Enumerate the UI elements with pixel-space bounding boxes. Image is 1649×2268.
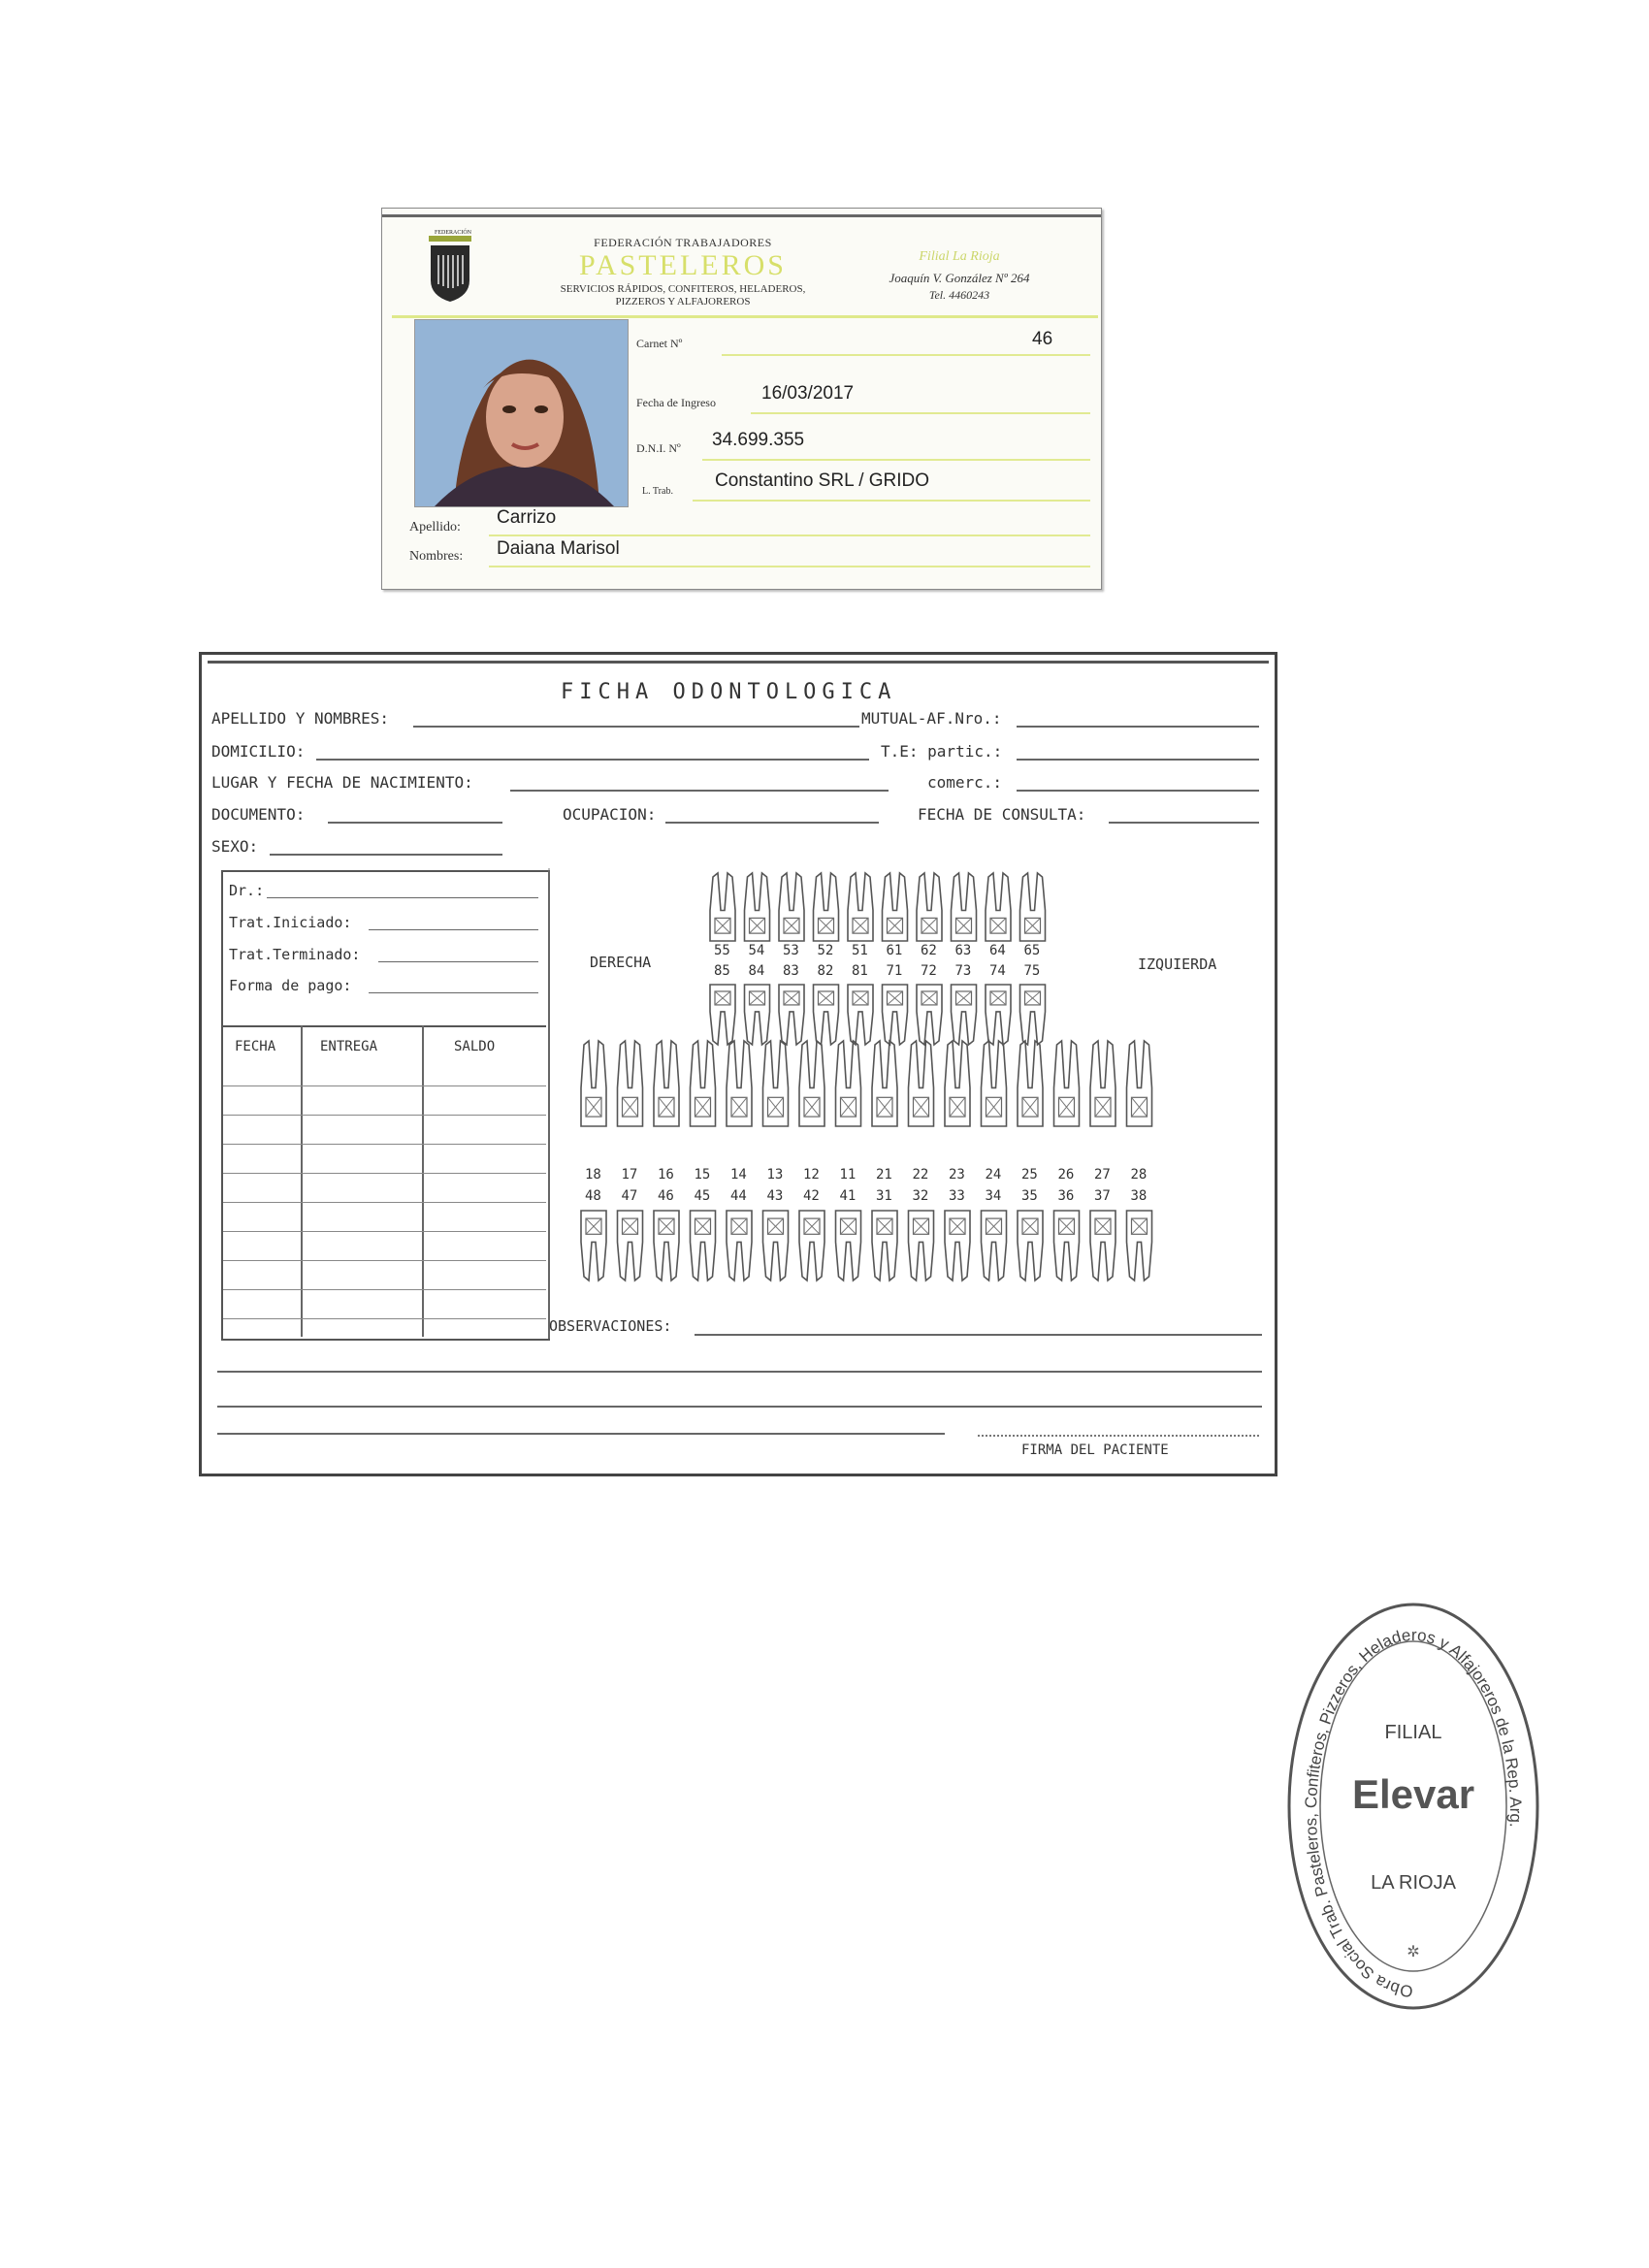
tooth-number: 84 (748, 963, 765, 979)
tooth-31 (872, 1211, 897, 1280)
federation-line3: SERVICIOS RÁPIDOS, CONFITEROS, HELADEROS, (560, 283, 806, 295)
card-top-border (382, 214, 1101, 217)
tooth-38 (1127, 1211, 1152, 1280)
tooth-52 (814, 873, 839, 941)
tooth-33 (945, 1211, 970, 1280)
firma-line[interactable] (978, 1435, 1259, 1437)
tooth-54 (745, 873, 770, 941)
tooth-number: 61 (886, 943, 903, 958)
mutual-label: MUTUAL-AF.Nro.: (861, 709, 1002, 728)
tooth-71 (883, 985, 908, 1045)
tooth-number: 32 (912, 1188, 929, 1204)
tooth-number: 21 (876, 1167, 892, 1183)
lugar-fecha-nac-label: LUGAR Y FECHA DE NACIMIENTO: (211, 773, 473, 792)
izquierda-label: IZQUIERDA (1138, 956, 1217, 973)
tooth-number: 47 (621, 1188, 638, 1204)
tooth-number: 37 (1094, 1188, 1111, 1204)
tooth-number: 65 (1023, 943, 1041, 958)
tooth-number: 38 (1130, 1188, 1148, 1204)
tooth-number: 14 (730, 1167, 747, 1183)
observaciones-line-4[interactable] (217, 1433, 945, 1435)
apellido-line (489, 535, 1090, 536)
nombres-line (489, 566, 1090, 567)
tooth-45 (691, 1211, 716, 1280)
tooth-number: 62 (921, 943, 937, 958)
tooth-number: 35 (1021, 1188, 1038, 1204)
tooth-number: 43 (766, 1188, 784, 1204)
tooth-number: 45 (694, 1188, 711, 1204)
tooth-number: 71 (886, 963, 903, 979)
stamp-city: LA RIOJA (1371, 1872, 1456, 1894)
tooth-number: 74 (989, 963, 1006, 979)
member-photo (414, 319, 629, 507)
tooth-75 (1020, 985, 1046, 1045)
stamp-ring-text: Obra Social Trab. Pasteleros, Confiteros, Pizzeros, Heladeros y Alfajoreros de la Rep. Arg. (1302, 1625, 1526, 2001)
tooth-28 (1127, 1041, 1152, 1126)
tooth-number: 31 (876, 1188, 892, 1204)
tooth-34 (982, 1211, 1007, 1280)
tooth-25 (1018, 1041, 1043, 1126)
fecha-consulta-label: FECHA DE CONSULTA: (918, 805, 1086, 824)
trat-iniciado-label: Trat.Iniciado: (229, 914, 352, 931)
tooth-35 (1018, 1211, 1043, 1280)
tooth-number: 82 (817, 963, 834, 979)
tooth-number: 53 (783, 943, 799, 958)
dni-value: 34.699.355 (712, 430, 805, 450)
tooth-53 (779, 873, 804, 941)
header-separator (392, 315, 1098, 318)
tooth-number: 36 (1057, 1188, 1075, 1204)
tooth-number: 17 (621, 1167, 638, 1183)
trab-line (693, 500, 1090, 502)
tooth-84 (745, 985, 770, 1045)
nombres-label: Nombres: (409, 549, 464, 564)
federation-line1: FEDERACIÓN TRABAJADORES (594, 236, 772, 249)
tooth-37 (1090, 1211, 1116, 1280)
apellido-value: Carrizo (497, 507, 557, 528)
carnet-value: 46 (1032, 329, 1053, 349)
dni-label: D.N.I. Nº (636, 441, 681, 455)
tooth-18 (581, 1041, 606, 1126)
federation-name: PASTELEROS (579, 249, 787, 281)
shield-label: FEDERACIÓN (434, 230, 471, 236)
dr-label: Dr.: (229, 882, 265, 899)
derecha-label: DERECHA (590, 954, 652, 971)
tooth-number: 51 (852, 943, 868, 958)
trab-value: Constantino SRL / GRIDO (715, 470, 930, 491)
odontogram (202, 655, 1275, 1474)
tooth-number: 28 (1130, 1167, 1148, 1183)
tooth-26 (1054, 1041, 1080, 1126)
tooth-43 (763, 1211, 789, 1280)
ocupacion-label: OCUPACION: (563, 805, 657, 824)
apellido-nombres-label: APELLIDO Y NOMBRES: (211, 709, 390, 728)
comerc-label: comerc.: (927, 773, 1003, 792)
observaciones-line-2[interactable] (217, 1371, 1262, 1373)
tooth-41 (836, 1211, 861, 1280)
tooth-number: 18 (585, 1167, 601, 1183)
tooth-27 (1090, 1041, 1116, 1126)
tooth-63 (952, 873, 977, 941)
tooth-number: 48 (585, 1188, 601, 1204)
tooth-number: 33 (949, 1188, 965, 1204)
tooth-85 (710, 985, 735, 1045)
tooth-11 (836, 1041, 861, 1126)
stamp-filial: FILIAL (1384, 1722, 1442, 1743)
tooth-12 (799, 1041, 824, 1126)
tooth-number: 73 (954, 963, 972, 979)
membership-card (381, 208, 1102, 590)
tooth-number: 12 (803, 1167, 820, 1183)
tooth-number: 72 (921, 963, 937, 979)
observaciones-line-3[interactable] (217, 1406, 1262, 1408)
tooth-number: 16 (658, 1167, 674, 1183)
filial-stamp (1282, 1593, 1544, 2020)
tooth-number: 13 (766, 1167, 784, 1183)
tooth-number: 63 (954, 943, 972, 958)
tooth-48 (581, 1211, 606, 1280)
tooth-17 (618, 1041, 643, 1126)
tooth-number: 55 (714, 943, 730, 958)
tooth-44 (727, 1211, 752, 1280)
tooth-65 (1020, 873, 1046, 941)
tooth-32 (909, 1211, 934, 1280)
tel-partic-label: T.E: partic.: (881, 742, 1003, 761)
tooth-62 (917, 873, 942, 941)
tooth-73 (952, 985, 977, 1045)
tooth-22 (909, 1041, 934, 1126)
col-entrega: ENTREGA (320, 1039, 378, 1054)
tooth-number: 44 (730, 1188, 747, 1204)
tooth-number: 85 (714, 963, 730, 979)
tooth-61 (883, 873, 908, 941)
firma-label: FIRMA DEL PACIENTE (1021, 1442, 1169, 1458)
trab-label: L. Trab. (642, 486, 673, 497)
tooth-81 (848, 985, 873, 1045)
tooth-64 (986, 873, 1011, 941)
dni-line (702, 459, 1090, 461)
trat-terminado-label: Trat.Terminado: (229, 946, 361, 963)
tooth-number: 42 (803, 1188, 820, 1204)
domicilio-label: DOMICILIO: (211, 742, 306, 761)
tooth-number: 26 (1057, 1167, 1075, 1183)
apellido-label: Apellido: (409, 520, 461, 535)
tooth-24 (982, 1041, 1007, 1126)
tooth-number: 81 (852, 963, 868, 979)
tooth-14 (727, 1041, 752, 1126)
tooth-83 (779, 985, 804, 1045)
filial-phone: Tel. 4460243 (928, 288, 990, 302)
tooth-number: 46 (658, 1188, 674, 1204)
documento-label: DOCUMENTO: (211, 805, 306, 824)
tooth-23 (945, 1041, 970, 1126)
tooth-36 (1054, 1211, 1080, 1280)
carnet-label: Carnet Nº (636, 337, 683, 350)
tooth-74 (986, 985, 1011, 1045)
tooth-number: 41 (839, 1188, 857, 1204)
nombres-value: Daiana Marisol (497, 538, 620, 559)
tooth-21 (872, 1041, 897, 1126)
tooth-number: 54 (748, 943, 765, 958)
fecha-ingreso-label: Fecha de Ingreso (636, 396, 716, 409)
carnet-line (722, 354, 1090, 356)
tooth-82 (814, 985, 839, 1045)
col-fecha: FECHA (235, 1039, 276, 1054)
tooth-number: 52 (817, 943, 834, 958)
tooth-number: 25 (1021, 1167, 1038, 1183)
tooth-47 (618, 1211, 643, 1280)
filial-name: Filial La Rioja (919, 249, 1000, 264)
fecha-ingreso-value: 16/03/2017 (761, 383, 855, 404)
tooth-15 (691, 1041, 716, 1126)
tooth-number: 15 (694, 1167, 711, 1183)
filial-address: Joaquín V. González Nº 264 (889, 271, 1030, 285)
sexo-label: SEXO: (211, 837, 259, 856)
tooth-number: 75 (1023, 963, 1041, 979)
tooth-number: 34 (985, 1188, 1002, 1204)
tooth-16 (654, 1041, 679, 1126)
tooth-42 (799, 1211, 824, 1280)
tooth-number: 64 (989, 943, 1006, 958)
forma-pago-label: Forma de pago: (229, 977, 352, 994)
tooth-13 (763, 1041, 789, 1126)
tooth-number: 11 (839, 1167, 857, 1183)
tooth-number: 24 (985, 1167, 1002, 1183)
tooth-number: 27 (1094, 1167, 1111, 1183)
tooth-72 (917, 985, 942, 1045)
tooth-55 (710, 873, 735, 941)
dental-record-form (199, 652, 1277, 1476)
tooth-number: 23 (949, 1167, 965, 1183)
tooth-51 (848, 873, 873, 941)
tooth-number: 83 (783, 963, 799, 979)
observaciones-label: OBSERVACIONES: (549, 1317, 672, 1335)
stamp-star-icon: ✲ (1406, 1944, 1420, 1960)
federation-line4: PIZZEROS Y ALFAJOREROS (615, 296, 751, 308)
stamp-name: Elevar (1351, 1771, 1475, 1817)
col-saldo: SALDO (454, 1039, 496, 1054)
form-title: FICHA ODONTOLOGICA (561, 680, 897, 704)
tooth-46 (654, 1211, 679, 1280)
fecha-ingreso-line (751, 412, 1090, 414)
tooth-number: 22 (912, 1167, 929, 1183)
federation-shield-logo (429, 236, 471, 304)
observaciones-line-1[interactable] (695, 1334, 1262, 1336)
